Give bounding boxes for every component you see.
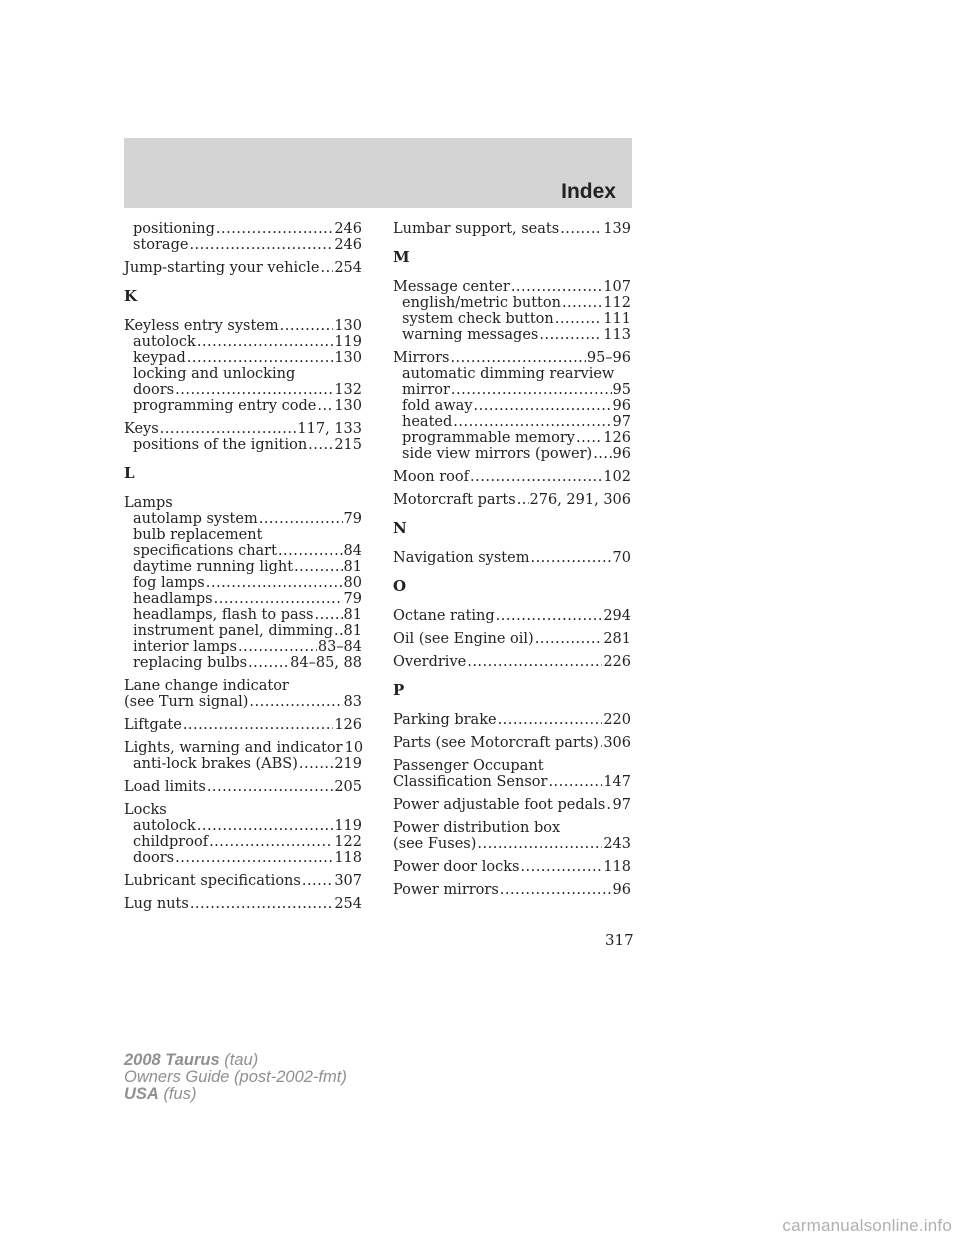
entry-page: 243 [603,836,631,852]
dot-leader [334,623,343,639]
dot-leader [498,712,603,728]
section-letter: M [393,248,410,266]
index-subentry-text: bulb replacement [133,527,263,543]
dot-leader [183,717,334,733]
index-entry-text: Power distribution box [393,820,561,836]
dot-leader [477,836,602,852]
entry-gap [393,751,631,758]
index-entry [393,836,631,852]
index-subentry-text: locking and unlocking [133,366,296,382]
entry-label: positions of the ignition [133,437,308,453]
dot-leader [593,446,611,462]
entry-label: headlamps, flash to pass [133,607,314,623]
entry-page: 132 [334,382,362,398]
entry-page: 84–85, 88 [290,655,362,671]
index-subentry [124,334,362,350]
index-subentry [124,818,362,834]
index-subentry [124,850,362,866]
dot-leader [302,873,333,889]
entry-label: Load limits [124,779,206,795]
entry-page: 81 [343,623,362,639]
dot-leader [238,639,317,655]
dot-leader [190,896,334,912]
entry-label: keypad [133,350,186,366]
dot-leader [511,279,603,295]
entry-label: english/metric button [402,295,561,311]
entry-page: 130 [334,318,362,334]
entry-page: 254 [334,260,362,276]
entry-label: Mirrors [393,350,450,366]
index-entry [393,350,631,366]
footer-line-3 [124,1086,347,1103]
entry-page: 107 [603,279,631,295]
entry-gap [393,647,631,654]
dot-leader [606,797,611,813]
dot-leader [470,469,602,485]
entry-gap [393,852,631,859]
entry-page: 281 [603,631,631,647]
entry-gap [393,875,631,882]
watermark: carmanualsonline.info [782,1216,952,1235]
dot-leader [248,655,289,671]
entry-label: Message center [393,279,510,295]
entry-gap [124,414,362,421]
index-subentry [124,511,362,527]
entry-page: 83–84 [317,639,362,655]
entry-page: 117, 133 [297,421,362,437]
entry-page: 119 [334,334,362,350]
dot-leader [467,654,602,670]
page-title: Index [561,180,616,203]
entry-label: childproof [133,834,209,850]
index-entry [393,550,631,566]
footer-line-2: Owners Guide (post-2002-fmt) [124,1068,347,1086]
entry-page: 118 [603,859,631,875]
entry-label: mirror [402,382,450,398]
dot-leader [451,382,612,398]
index-entry [124,873,362,889]
entry-label: autolock [133,818,196,834]
index-entry [393,859,631,875]
index-column-right [393,221,631,898]
dot-leader [299,756,333,772]
dot-leader [317,398,333,414]
entry-label: Octane rating [393,608,495,624]
dot-leader [560,221,602,237]
index-subentry [124,350,362,366]
index-entry [393,797,631,813]
dot-leader [209,834,333,850]
index-subentry [393,382,631,398]
dot-leader [500,882,612,898]
entry-label: anti-lock brakes (ABS) [133,756,298,772]
entry-page: 81 [343,607,362,623]
dot-leader [517,492,529,508]
entry-gap [124,889,362,896]
entry-label: programmable memory [402,430,575,446]
entry-label: autolamp system [133,511,258,527]
entry-page: 246 [334,237,362,253]
dot-leader [535,631,603,647]
dot-leader [175,850,333,866]
entry-label: Lights, warning and indicator [124,740,343,756]
entry-gap [124,671,362,678]
dot-leader [555,311,603,327]
dot-leader [453,414,611,430]
entry-gap [124,253,362,260]
page-number: 317 [605,931,634,949]
entry-label: Parking brake [393,712,497,728]
dot-leader [562,295,602,311]
dot-leader [548,774,602,790]
dot-leader [321,260,334,276]
entry-page: 219 [334,756,362,772]
dot-leader [315,607,343,623]
index-subentry [393,414,631,430]
entry-label: doors [133,382,175,398]
entry-label: specifications chart [133,543,277,559]
entry-label: Overdrive [393,654,467,670]
index-subentry [124,221,362,237]
entry-label: Lumbar support, seats [393,221,560,237]
entry-page: 111 [603,311,631,327]
dot-leader [278,543,343,559]
entry-page: 84 [343,543,362,559]
entry-page: 97 [612,414,631,430]
index-subentry [124,543,362,559]
entry-page: 306 [603,735,631,751]
index-subentry [124,639,362,655]
entry-label: autolock [133,334,196,350]
index-subentry [393,311,631,327]
entry-label: Motorcraft parts [393,492,516,508]
index-entry [393,735,631,751]
index-entry [393,492,631,508]
index-entry [124,318,362,334]
entry-gap [393,343,631,350]
footer-model: 2008 Taurus [124,1051,220,1069]
entry-label: Lubricant specifications [124,873,301,889]
entry-label: headlamps [133,591,213,607]
entry-label: Power door locks [393,859,520,875]
entry-gap [124,710,362,717]
entry-page: 294 [603,608,631,624]
dot-leader [530,550,611,566]
entry-page: 79 [343,591,362,607]
entry-page: 205 [334,779,362,795]
index-subentry [393,398,631,414]
entry-page: 70 [612,550,631,566]
dot-leader [308,437,333,453]
entry-label: Oil (see Engine oil) [393,631,534,647]
index-subentry [393,430,631,446]
entry-label: interior lamps [133,639,237,655]
dot-leader [160,421,297,437]
entry-label: Liftgate [124,717,182,733]
dot-leader [294,559,342,575]
dot-leader [197,818,333,834]
entry-label: heated [402,414,453,430]
entry-label: storage [133,237,189,253]
entry-page: 122 [334,834,362,850]
index-subentry [124,398,362,414]
entry-page: 79 [343,511,362,527]
entry-label: Parts (see Motorcraft parts) [393,735,599,751]
entry-page: 215 [334,437,362,453]
footer-line-1 [124,1052,347,1069]
index-entry [393,712,631,728]
entry-page: 246 [334,221,362,237]
index-entry [124,740,362,756]
entry-label: programming entry code [133,398,317,414]
entry-label: system check button [402,311,554,327]
entry-page: 10 [344,740,364,756]
dot-leader [207,779,333,795]
entry-page: 112 [603,295,631,311]
dot-leader [249,694,342,710]
entry-page: 130 [334,350,362,366]
entry-label: daytime running light [133,559,294,575]
dot-leader [450,350,585,366]
index-entry [124,694,362,710]
dot-leader [175,382,333,398]
index-subentry-text: automatic dimming rearview [402,366,615,382]
index-entry [393,221,631,237]
index-subentry [124,559,362,575]
entry-page: 119 [334,818,362,834]
dot-leader [539,327,602,343]
dot-leader [189,237,333,253]
entry-page: 118 [334,850,362,866]
dot-leader [600,735,603,751]
dot-leader [216,221,333,237]
entry-gap [393,728,631,735]
entry-page: 96 [612,398,631,414]
dot-leader [576,430,602,446]
entry-gap [124,772,362,779]
index-subentry [393,327,631,343]
entry-gap [124,866,362,873]
entry-page: 95–96 [586,350,631,366]
dot-leader [496,608,603,624]
entry-label: side view mirrors (power) [402,446,593,462]
entry-label: Jump-starting your vehicle [124,260,320,276]
index-entry [124,421,362,437]
entry-page: 96 [612,446,631,462]
entry-label: Keys [124,421,159,437]
entry-label: Power mirrors [393,882,499,898]
entry-label: positioning [133,221,215,237]
entry-label: replacing bulbs [133,655,248,671]
entry-page: 226 [603,654,631,670]
footer-model-code: (tau) [224,1051,259,1069]
index-subentry [124,437,362,453]
index-subentry [124,607,362,623]
dot-leader [206,575,343,591]
entry-label: Power adjustable foot pedals [393,797,606,813]
entry-page: 276, 291, 306 [529,492,631,508]
entry-gap [124,733,362,740]
index-entry-text: Locks [124,802,167,818]
entry-label: fog lamps [133,575,205,591]
index-subentry [124,237,362,253]
entry-label: (see Fuses) [393,836,477,852]
footer-region: USA [124,1085,159,1103]
index-entry [393,654,631,670]
entry-gap [393,813,631,820]
section-letter: N [393,519,407,537]
dot-leader [280,318,334,334]
entry-label: Keyless entry system [124,318,279,334]
index-entry-text: Lane change indicator [124,678,289,694]
index-subentry [393,446,631,462]
dot-leader [197,334,333,350]
entry-label: Moon roof [393,469,470,485]
index-entry [124,717,362,733]
entry-gap [393,485,631,492]
entry-page: 83 [343,694,362,710]
entry-page: 139 [603,221,631,237]
entry-gap [393,624,631,631]
entry-page: 307 [334,873,362,889]
entry-page: 81 [343,559,362,575]
entry-label: Classification Sensor [393,774,548,790]
dot-leader [520,859,602,875]
section-letter: K [124,287,138,305]
entry-page: 147 [603,774,631,790]
footer [124,1052,347,1103]
section-letter: O [393,577,407,595]
index-entry [393,469,631,485]
dot-leader [474,398,612,414]
entry-page: 130 [334,398,362,414]
index-entry [124,779,362,795]
footer-region-code: (fus) [163,1085,197,1103]
index-subentry [124,834,362,850]
entry-page: 126 [334,717,362,733]
entry-gap [393,790,631,797]
entry-gap [393,462,631,469]
index-column-left [124,221,362,912]
index-entry [393,279,631,295]
dot-leader [259,511,343,527]
entry-page: 220 [603,712,631,728]
section-letter: L [124,464,135,482]
dot-leader [187,350,334,366]
index-subentry [124,382,362,398]
entry-page: 96 [612,882,631,898]
index-subentry [124,575,362,591]
index-subentry [124,655,362,671]
index-subentry [393,295,631,311]
index-entry [393,631,631,647]
section-letter: P [393,681,405,699]
index-entry-text: Passenger Occupant [393,758,544,774]
entry-gap [124,795,362,802]
entry-page: 102 [603,469,631,485]
entry-label: warning messages [402,327,539,343]
entry-label: Lug nuts [124,896,189,912]
index-entry [124,896,362,912]
dot-leader [214,591,343,607]
index-entry-text: Lamps [124,495,173,511]
entry-page: 97 [612,797,631,813]
index-subentry [124,591,362,607]
index-entry [393,882,631,898]
entry-page: 95 [612,382,631,398]
index-entry [393,608,631,624]
index-entry [124,260,362,276]
index-subentry [124,623,362,639]
entry-page: 113 [603,327,631,343]
entry-label: (see Turn signal) [124,694,249,710]
index-entry [393,774,631,790]
entry-page: 254 [334,896,362,912]
entry-label: Navigation system [393,550,530,566]
entry-label: fold away [402,398,473,414]
entry-page: 126 [603,430,631,446]
header-band [124,138,632,208]
entry-label: doors [133,850,175,866]
entry-label: instrument panel, dimming [133,623,333,639]
entry-page: 80 [343,575,362,591]
index-subentry [124,756,362,772]
